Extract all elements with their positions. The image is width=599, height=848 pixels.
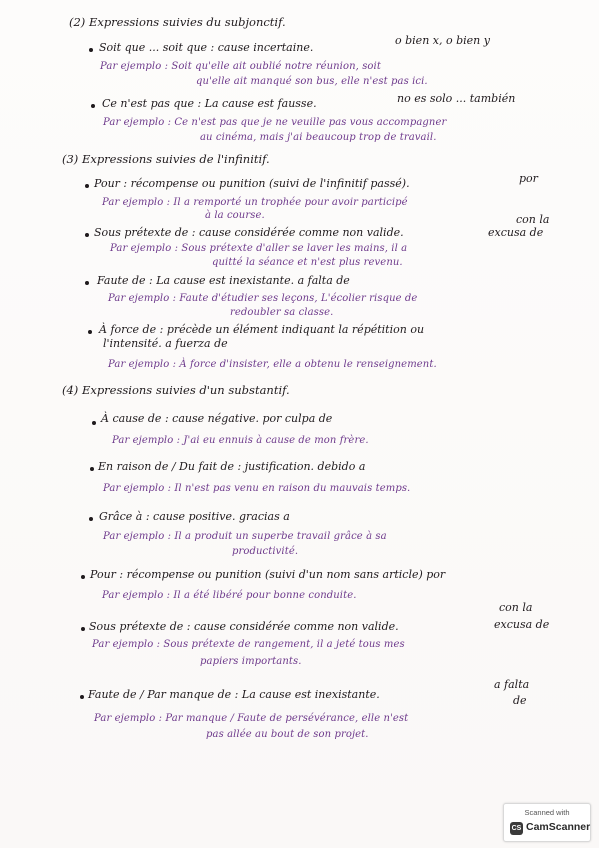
spanish-note: con la xyxy=(516,213,550,226)
example-line: papiers importants. xyxy=(200,656,302,667)
spanish-note: o bien x, o bien y xyxy=(395,34,490,47)
expression-label: Soit que ... soit que : xyxy=(99,41,215,54)
item-label xyxy=(98,460,365,474)
expression-definition: La cause est inexistante. xyxy=(241,688,380,701)
bullet xyxy=(81,627,85,631)
example-line: à la course. xyxy=(205,210,265,221)
expression-label: Pour : xyxy=(94,177,128,190)
expression-definition: cause négative. xyxy=(172,412,259,425)
expression-definition: cause incertaine. xyxy=(217,41,314,54)
example-line: Par ejemplo : Il n'est pas venu en raison du mauvais temps. xyxy=(103,483,411,494)
example-line: qu'elle ait manqué son bus, elle n'est pas ici. xyxy=(196,76,428,87)
expression-definition: précède un élément indiquant la répétition ou xyxy=(166,323,425,336)
section-2-heading: (2) Expressions suivies du subjonctif. xyxy=(69,15,286,29)
spanish-note: de xyxy=(513,694,527,707)
example-line: Par ejemplo : Sous prétexte d'aller se laver les mains, il a xyxy=(110,243,408,254)
example-line: Par ejemplo : Ce n'est pas que je ne veuille pas vous accompagner xyxy=(103,117,447,128)
example-line: productivité. xyxy=(232,546,299,557)
example-line: Par ejemplo : Soit qu'elle ait oublié notre réunion, soit xyxy=(100,61,381,72)
item-label-continued xyxy=(103,337,228,351)
expression-label: Faute de : xyxy=(97,274,153,287)
item-label xyxy=(99,510,290,524)
bullet xyxy=(92,421,96,425)
expression-definition: La cause est fausse. xyxy=(204,97,317,110)
example-line: au cinéma, mais j'ai beaucoup trop de travail. xyxy=(200,132,437,143)
expression-label: À force de : xyxy=(99,323,164,336)
item-label xyxy=(94,177,410,191)
spanish-note: a fuerza de xyxy=(165,337,228,350)
spanish-note: gracias a xyxy=(238,510,290,523)
expression-label: Sous prétexte de : xyxy=(94,226,196,239)
example-line: Par ejemplo : J'ai eu ennuis à cause de mon frère. xyxy=(112,435,369,446)
example-line: redoubler sa classe. xyxy=(230,307,334,318)
expression-label: Faute de / Par manque de : xyxy=(88,688,239,701)
spanish-note: por xyxy=(519,172,538,185)
expression-definition: cause positive. xyxy=(153,510,236,523)
bullet xyxy=(91,104,95,108)
camscanner-logo-icon: CS xyxy=(510,822,523,835)
bullet xyxy=(85,281,89,285)
expression-definition: récompense ou punition (suivi d'un nom sans article) xyxy=(126,568,423,581)
expression-definition: La cause est inexistante. xyxy=(156,274,295,287)
example-line: Par ejemplo : Par manque / Faute de persévérance, elle n'est xyxy=(94,713,409,724)
spanish-note: por culpa de xyxy=(262,412,333,425)
spanish-note: a falta de xyxy=(297,274,350,287)
spanish-note: excusa de xyxy=(494,618,550,631)
bullet xyxy=(80,695,84,699)
example-line: Par ejemplo : Il a été libéré pour bonne conduite. xyxy=(102,590,357,601)
expression-label: En raison de / Du fait de : xyxy=(98,460,242,473)
expression-definition: justification. xyxy=(244,460,315,473)
expression-label: Pour : xyxy=(90,568,124,581)
expression-definition: cause considérée comme non valide. xyxy=(194,620,399,633)
bullet xyxy=(89,48,93,52)
spanish-note: debido a xyxy=(317,460,366,473)
expression-definition: cause considérée comme non valide. xyxy=(199,226,404,239)
spanish-note: por xyxy=(426,568,446,581)
section-3-heading: (3) Expressions suivies de l'infinitif. xyxy=(62,152,270,166)
bullet xyxy=(88,330,92,334)
camscanner-watermark xyxy=(503,803,591,842)
watermark-caption: Scanned with xyxy=(524,808,570,817)
example-line: Par ejemplo : Faute d'étudier ses leçons, L'écolier risque de xyxy=(108,293,418,304)
example-line: Par ejemplo : À force d'insister, elle a obtenu le renseignement. xyxy=(108,359,437,370)
expression-label: Sous prétexte de : xyxy=(89,620,191,633)
spanish-note: excusa de xyxy=(488,226,544,239)
bullet xyxy=(85,184,89,188)
expression-label: Ce n'est pas que : xyxy=(102,97,202,110)
item-label xyxy=(88,688,380,702)
item-label xyxy=(89,620,399,634)
example-line: Par ejemplo : Sous prétexte de rangement, il a jeté tous mes xyxy=(92,639,405,650)
bullet xyxy=(81,575,85,579)
watermark-brand: CamScanner xyxy=(526,821,591,833)
spanish-note: no es solo ... también xyxy=(397,92,516,105)
item-label xyxy=(101,412,332,426)
example-line: pas allée au bout de son projet. xyxy=(206,729,369,740)
example-line: Par ejemplo : Il a produit un superbe travail grâce à sa xyxy=(103,531,387,542)
bullet xyxy=(89,517,93,521)
example-line: quitté la séance et n'est plus revenu. xyxy=(212,257,403,268)
expression-label: À cause de : xyxy=(101,412,169,425)
item-label xyxy=(97,274,350,288)
example-line: Par ejemplo : Il a remporté un trophée pour avoir participé xyxy=(102,197,408,208)
item-label xyxy=(99,323,424,337)
expression-label: Grâce à : xyxy=(99,510,150,523)
expression-definition: l'intensité. xyxy=(103,337,162,350)
bullet xyxy=(85,233,89,237)
item-label xyxy=(94,226,404,240)
spanish-note: con la xyxy=(499,601,533,614)
section-4-heading: (4) Expressions suivies d'un substantif. xyxy=(62,383,290,397)
bullet xyxy=(90,467,94,471)
expression-definition: récompense ou punition (suivi de l'infinitif passé). xyxy=(130,177,410,190)
item-label xyxy=(90,568,445,582)
item-label xyxy=(99,41,313,55)
spanish-note: a falta xyxy=(494,678,530,691)
item-label xyxy=(102,97,317,111)
